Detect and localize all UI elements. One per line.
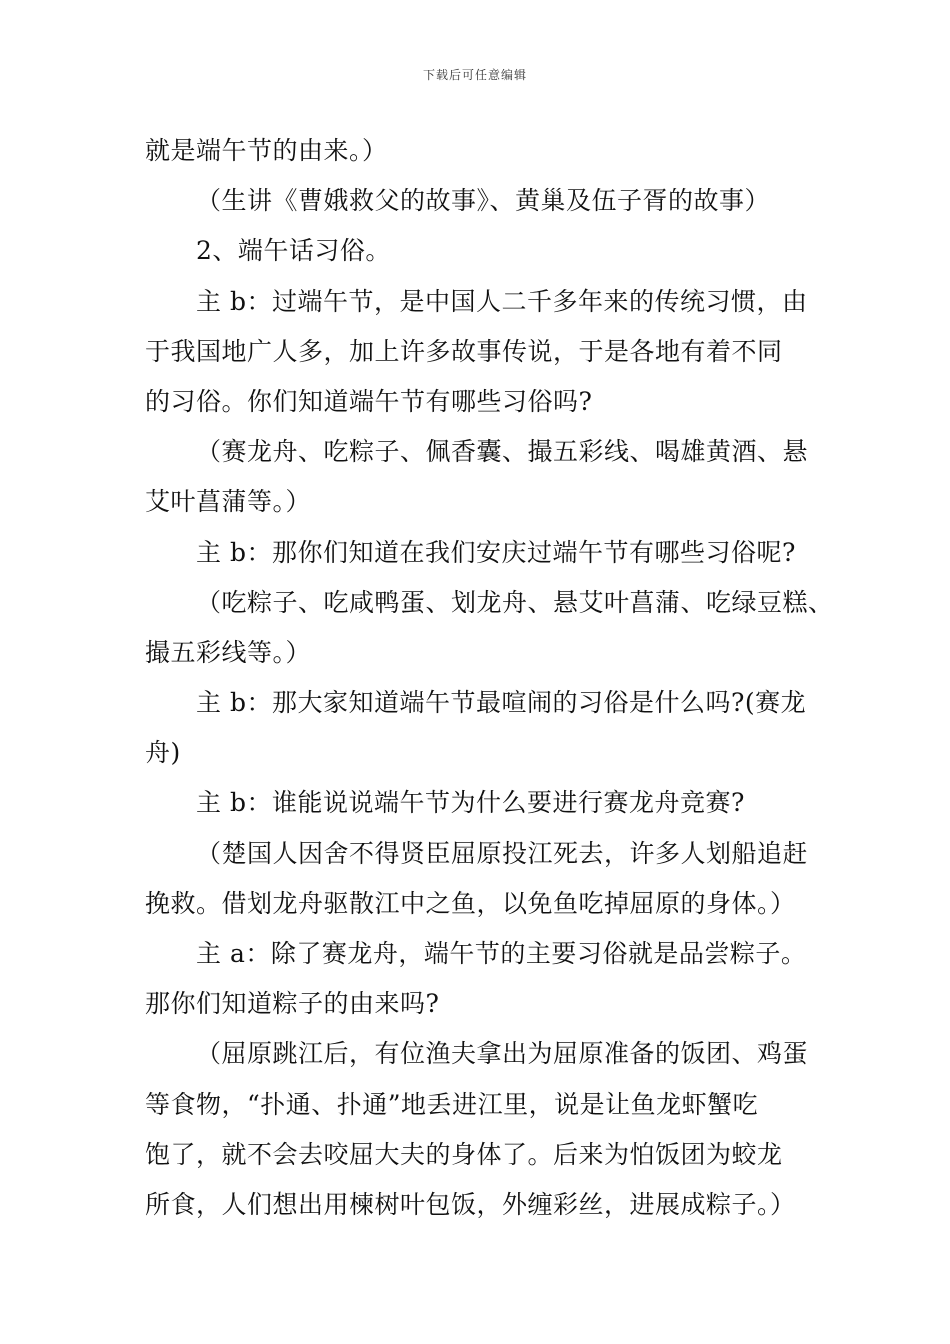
text-line: 挽救。借划龙舟驱散江中之鱼，以免鱼吃掉屈原的身体。） <box>145 888 796 918</box>
text-line: 那你们知道粽子的由来吗? <box>145 989 440 1019</box>
text-line: 的习俗。你们知道端午节有哪些习俗吗? <box>145 386 593 416</box>
text-line: 所食，人们想出用楝树叶包饭，外缠彩丝，进展成粽子。） <box>145 1189 796 1219</box>
text-line: 于我国地广人多，加上许多故事传说，于是各地有着不同 <box>145 336 783 366</box>
text-line: 艾叶菖蒲等。） <box>145 487 312 517</box>
text-line: 就是端午节的由来。） <box>145 136 388 165</box>
text-line: 2、端午话习俗。 <box>196 236 391 266</box>
text-line: 主 b：谁能说说端午节为什么要进行赛龙舟竞赛? <box>196 788 745 818</box>
text-line: 主 a：除了赛龙舟，端午节的主要习俗就是品尝粽子。 <box>196 939 807 968</box>
text-line: （赛龙舟、吃粽子、佩香囊、撮五彩线、喝雄黄酒、悬 <box>196 437 809 467</box>
text-line: 主 b：那大家知道端午节最喧闹的习俗是什么吗?(赛龙 <box>196 688 807 718</box>
text-line: （生讲《曹娥救父的故事》、黄巢及伍子胥的故事） <box>196 186 771 216</box>
text-line: 等食物，“扑通、扑通”地丢进江里，说是让鱼龙虾蟹吃 <box>145 1089 759 1119</box>
text-line: 饱了，就不会去咬屈大夫的身体了。后来为怕饭团为蛟龙 <box>145 1139 783 1169</box>
text-line: （楚国人因舍不得贤臣屈原投江死去，许多人划船追赶 <box>196 838 809 868</box>
text-line: 撮五彩线等。） <box>145 637 312 667</box>
text-line: （吃粽子、吃咸鸭蛋、划龙舟、悬艾叶菖蒲、吃绿豆糕、 <box>196 587 834 617</box>
text-line: 主 b：那你们知道在我们安庆过端午节有哪些习俗呢? <box>196 537 796 567</box>
text-line: 舟) <box>145 738 181 768</box>
document-body <box>145 126 834 1230</box>
page-header: 下载后可任意编辑 <box>422 68 527 82</box>
text-line: 主 b：过端午节，是中国人二千多年来的传统习惯，由 <box>196 286 808 316</box>
text-line: （屈原跳江后，有位渔夫拿出为屈原准备的饭团、鸡蛋 <box>196 1039 809 1069</box>
